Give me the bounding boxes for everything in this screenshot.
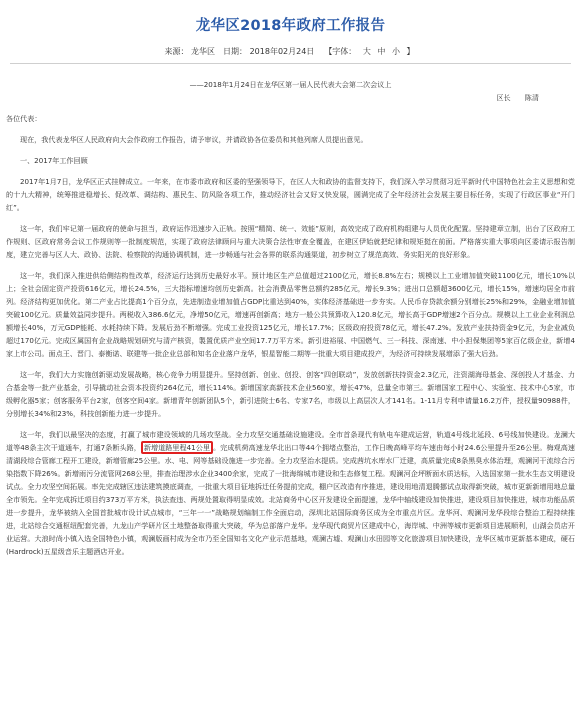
date-label: 日期： <box>223 47 248 56</box>
report-page <box>0 14 581 721</box>
font-close-bracket: 】 <box>406 47 415 56</box>
font-label: 【字体： <box>324 47 357 56</box>
date-value: 2018年02月24日 <box>249 47 315 56</box>
paragraph-1: 2017年1月7日，龙华区正式挂牌成立。一年来，在市委市政府和区委的坚强领导下，在区人大和政协的监督支持下，我们深入学习贯彻习近平新时代中国特色社会主义思想和党的十九大精神，统筹推进稳增长、促改革、调结构、惠民生、防风险各项工作，推动经济社会又好又快发展，圆满完成了全年经济社会发展主要目标任务，实现了行政区事业“开门红”。 <box>6 177 575 212</box>
paragraph-4: 这一年，我们大力实施创新驱动发展战略，核心竞争力明显提升。坚持创新、创业、创投、创客“四创联动”，发放创新扶持资金2.3亿元，注资湖海母基金、深创投人才基金、力合基金等一批产业基金，引导撬动社会资本投资约264亿元，增长114%。新增国家高新技术企业560家，增长47%，总量全市第三。新增国家工程中心、实验室、技术中心5家，市级孵化器5家；创客服务平台2家，创客空间4家。新增青年创新团队5个，新引进院士6名、专家7名，市级以上高层次人才141名。1-11月专利申请量16.2万件，授权量90988件，分别增长34%和23%，科技创新能力进一步提升。 <box>6 370 575 418</box>
title-divider <box>10 63 571 64</box>
paragraph-3: 这一年，我们深入推进供给侧结构性改革，经济运行达到历史最好水平。预计地区生产总值超过2100亿元，增长8.8%左右；规模以上工业增加值突破1100亿元，增长10%以上；全社会固定资产投资616亿元，增长24.5%，三大指标增速均创历史新高。社会消费品零售总额约285亿元，增长9.3%；进出口总额超3600亿元，增长15%，增速均居全市前列。经济结构更加优化。第二产业占比提高1个百分点，先进制造业增加值占GDP比重达到40%，实体经济基础进一步夯实。人民币存贷款余额分别增长25%和29%，金融业增加值突破100亿元。质量效益同步提升。两税收入386.6亿元，净增50亿元，增速再创新高；地方一般公共预算收入120.8亿元，增长高于GDP增速2个百分点。规模以上工业企业利润总额增长40%，万元GDP能耗、水耗持续下降。发展后劲不断增强。完成工业投资125亿元，增长17.7%；区级政府投资78亿元，增长47.2%。发放产业扶持资金9亿元，为企业减负超过170亿元。完成区属国有企业战略规划研究与清产核资，製置优质产业空间17.7万平方米。新引进裕展、中国燃气、三一科技、深南速、中小担保集团等5家百亿级企业，新增4家上市公司。面点王、晋门、泰衡诺、联建等一批企业总部和知名企业落户龙华，银星智能二期等一批重大项目建成投产，为经济可持续发展增添了强大后劲。 <box>6 271 575 358</box>
report-body <box>6 78 575 558</box>
paragraph-2: 这一年，我们牢记第一届政府的使命与担当，政府运作迅速步入正轨。按照“精简、统一、效能”原则，高效完成了政府机构组建与人员优化配置。坚持建章立制，出台了区政府工作规则、区政府常务会议工作规则等一批制度规范，实现了政府法律顾问与重大决策合法性审查全覆盖，在建区伊始就把纪律和规矩挺在前面。严格落实重大事项向区委请示报告制度，建立完善与区人大、政协、法院、检察院的沟通协调机制，进一步畅通与社会各界的联系沟通渠道，初步树立了规范高效、务实阳光的良好形象。 <box>6 224 575 259</box>
paragraph-5-end: 。完成机荷高速龙华北出口等44个拥堵点整治，工作日晚高峰平均车速由每小时24.6公里提升至26公里。梅观高速清湖段综合管廊工程开工建设，新增管廊25公里。水、电、网等基础设施进一步完善。全力攻坚治水提质。完成茜坑水库水厂迁建，高质量完成8条黑臭水体治理，观澜河干流综合污染指数下降26%。新增雨污分流管网268公里，排查治理涉水企业3400余家，完成了一批海绵城市建设和生态修复工程。观澜河企坪断面水质达标，入选国家第一批水生态文明建设试点。全力攻坚空间拓展。率先完成辖区违法建筑摸底调查，一批重大项目征地拆迁任务提前完成，棚户区改造有序推进，建设用地清退腾挪试点取得新突破，城市更新新增用地总量全市领先。全年完成拆迁项目约373万平方米，执法查违、两规处置取得明显成效。北站商务中心区开发建设全面提速，龙华中轴线建设加快推进，建设项目加快推进，城市功能品质进一步提升，龙华被纳入全国首批城市设计试点城市，“三年一一”战略规划编制工作全面启动，深圳北站国际商务区成为全市重点片区。龙华河、观澜河龙华段综合整治工程持续推进，北站综合交通枢纽配套完善，九龙山产学研片区土地整备取得重大突破，华为总部落户龙华。龙华现代商贸片区建成中心，海岸城、中洲等城市更新项目进展顺利，山湖会员店开业运营。大浪时尚小镇入选全国特色小镇，观澜版画村成为全市乃至全国知名文化产业示范基地，观澜古墟、观澜山水田园等文化旅游项目加快建设，龙华区城市更新基本建成，硬石(Hardrock)五星级音乐主题酒店开业。 <box>6 443 575 556</box>
paragraph-5-start: 这一年，我们以最坚决的态度，打赢了城市建设领域的几场攻坚战。全力攻坚交通基础设施建设。全市首条现代有轨电车建成运营，轨道4号线北延段、6号线加快建设。龙澜大道等48条主次干道通车，打通7条断头路， <box>6 430 575 452</box>
source-value: 龙华区 <box>191 47 216 56</box>
font-medium-button[interactable]: 中 <box>377 47 386 56</box>
section-heading: 一、2017年工作回顾 <box>20 156 88 165</box>
highlighted-phrase: 新增道路里程41公里 <box>141 441 213 454</box>
font-size-control <box>322 46 416 57</box>
date-field <box>223 46 314 57</box>
report-title: 龙华区2018年政府工作报告 <box>195 18 386 34</box>
report-speaker: 区长 陈清 <box>496 93 539 102</box>
report-subtitle: ——2018年1月24日在龙华区第一届人民代表大会第二次会议上 <box>189 80 392 89</box>
article-meta <box>6 46 575 57</box>
paragraph-5 <box>6 428 575 558</box>
source-label: 来源： <box>164 47 189 56</box>
greeting: 各位代表： <box>6 114 42 123</box>
intro-paragraph: 现在，我代表龙华区人民政府向大会作政府工作报告，请予审议，并请政协各位委员和其他列席人员提出意见。 <box>20 135 368 144</box>
source-field <box>165 46 216 57</box>
font-small-button[interactable]: 小 <box>391 47 400 56</box>
font-large-button[interactable]: 大 <box>362 47 371 56</box>
